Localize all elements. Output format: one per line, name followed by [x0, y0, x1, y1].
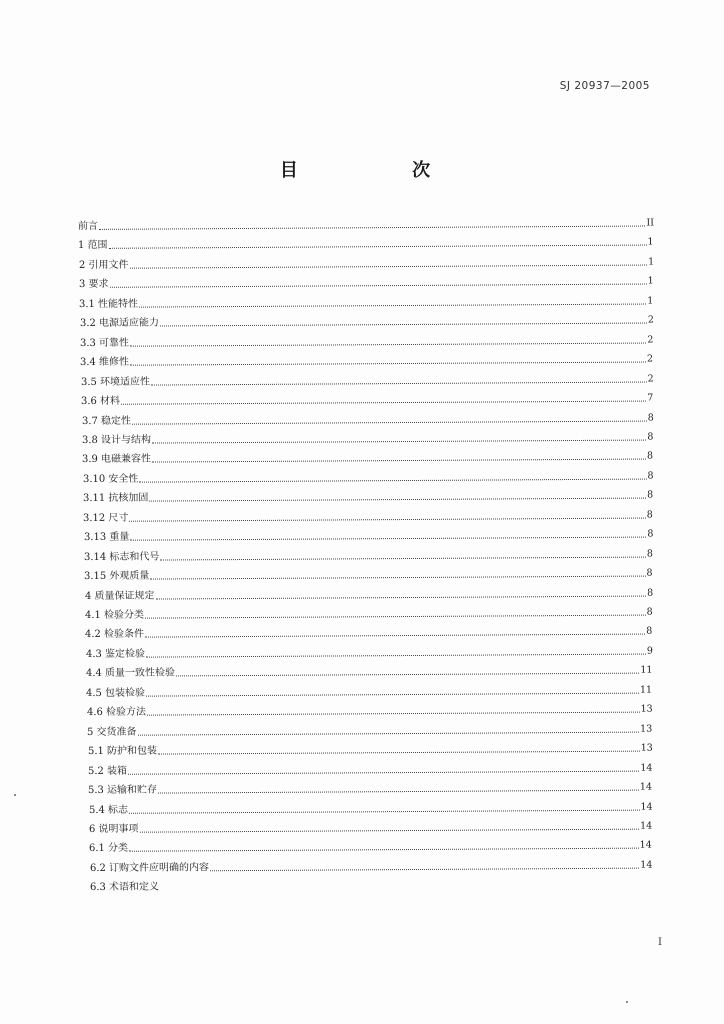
toc-entry-page: 8 [646, 548, 653, 560]
toc-entry-page: 8 [647, 489, 654, 501]
dot-leader [149, 498, 646, 502]
toc-entry-page: 8 [647, 412, 654, 424]
dot-leader [131, 362, 647, 366]
dot-leader [132, 420, 647, 424]
toc-entry-label: 3.15 外观质量 [84, 570, 150, 583]
toc-entry-page: 2 [647, 353, 654, 365]
toc-entry-page: 2 [647, 373, 654, 385]
toc-entry[interactable] [89, 816, 652, 835]
toc-entry[interactable] [87, 700, 653, 719]
toc-entry-label: 3.4 维修性 [80, 356, 130, 369]
toc-entry-label: 3.12 尺寸 [83, 512, 129, 524]
toc-entry-page: 11 [640, 664, 653, 676]
toc-entry-page: 1 [647, 256, 654, 268]
toc-entry-label: 4.6 检验方法 [86, 706, 146, 719]
toc-entry-label: 5.1 防护和包装 [87, 745, 157, 758]
toc-entry-label: 3.6 材料 [81, 395, 121, 408]
toc-entry[interactable] [90, 875, 652, 894]
toc-entry-page: 11 [640, 684, 653, 696]
toc-entry-label: 3.5 环境适应性 [80, 376, 150, 388]
toc-entry-label: 6.1 分类 [89, 843, 129, 855]
toc-entry-label: 3.2 电源适应能力 [79, 317, 159, 330]
toc-entry[interactable] [78, 213, 654, 233]
toc-entry[interactable] [85, 583, 653, 602]
toc-entry-page: 13 [640, 742, 653, 754]
toc-entry[interactable] [85, 603, 653, 622]
dot-leader [130, 517, 646, 521]
toc-entry-label: 3.14 标志和代号 [83, 551, 160, 563]
dot-leader [155, 595, 646, 599]
toc-entry-label: 3.3 可靠性 [80, 337, 130, 349]
toc-entry-label: 4.1 检验分类 [84, 609, 145, 621]
toc-entry-page: 14 [640, 801, 653, 813]
dot-leader [147, 712, 640, 716]
dot-leader [109, 245, 647, 249]
dot-leader [146, 653, 646, 657]
toc-entry-label: 3.13 重量 [83, 531, 130, 544]
toc-entry-label: 5 交货准备 [87, 726, 137, 738]
toc-entry-page: 13 [640, 703, 653, 715]
dot-leader [139, 303, 646, 307]
toc-entry[interactable] [88, 778, 652, 797]
toc-entry[interactable] [84, 525, 653, 544]
toc-entry-page: 8 [647, 450, 654, 462]
toc-entry-page: 8 [646, 509, 654, 521]
toc-entry-label: 6.2 订购文件应明确的内容 [89, 862, 209, 874]
toc-entry-label: 1 范围 [78, 240, 108, 252]
toc-entry-label: 3.1 性能特性 [79, 298, 139, 310]
dot-leader [130, 342, 646, 346]
toc-entry[interactable] [84, 564, 653, 583]
toc-entry[interactable] [86, 641, 653, 660]
toc-entry-page: 8 [647, 470, 654, 482]
toc-entry[interactable] [87, 739, 652, 758]
toc-entry[interactable] [86, 661, 653, 680]
dot-leader [145, 615, 646, 619]
dot-leader [130, 537, 646, 541]
toc-entry-label: 4.4 质量一致性检验 [86, 667, 176, 680]
toc-entry[interactable] [79, 272, 654, 292]
toc-entry[interactable] [87, 719, 652, 738]
toc-entry-page: 1 [647, 295, 654, 307]
toc-entry-label: 5.2 装箱 [87, 765, 127, 777]
toc-entry-page: II [646, 217, 654, 229]
toc-entry[interactable] [83, 486, 653, 505]
toc-entry-page: 14 [640, 781, 653, 793]
toc-entry-label: 6.3 术语和定义 [89, 881, 160, 894]
toc-entry-label: 6 说明事项 [88, 823, 139, 835]
toc-entry-page: 7 [647, 392, 654, 404]
dot-leader [151, 576, 646, 580]
dot-leader [147, 692, 640, 696]
standard-code: SJ 20937—2005 [559, 80, 650, 92]
toc-entry[interactable] [80, 350, 653, 370]
toc-entry[interactable] [82, 466, 653, 485]
dot-leader [158, 790, 639, 794]
dot-leader [139, 478, 646, 482]
toc-entry-label: 前言 [77, 220, 98, 233]
toc-entry-page: 13 [640, 723, 653, 735]
toc-entry[interactable] [78, 233, 654, 253]
toc-entry-page: 8 [646, 528, 654, 540]
toc-entry-label: 4.5 包装检验 [86, 687, 146, 699]
toc-entry-label: 3.8 设计与结构 [81, 434, 151, 446]
toc-entry-page: 2 [647, 314, 654, 326]
dot-leader [210, 867, 639, 871]
toc-entry[interactable] [84, 544, 653, 563]
toc-title: 目 次 [279, 160, 485, 181]
toc-entry[interactable] [86, 680, 652, 699]
toc-entry[interactable] [89, 836, 652, 855]
toc-entry[interactable] [80, 311, 654, 331]
dot-leader [176, 673, 639, 677]
dot-leader [160, 323, 647, 327]
dot-leader [129, 848, 639, 852]
dot-leader [121, 401, 646, 405]
toc-entry-label: 3.11 抗核加固 [82, 492, 149, 505]
dot-leader [151, 381, 647, 385]
toc-entry-label: 4 质量保证规定 [84, 590, 155, 602]
dot-leader [152, 459, 646, 463]
toc-entry[interactable] [80, 330, 654, 350]
toc-entry-label: 3.7 稳定性 [81, 415, 131, 427]
dot-leader [129, 264, 647, 268]
dot-leader [139, 829, 639, 833]
toc-entry-page: 8 [646, 625, 653, 638]
toc-entry-page: 8 [646, 567, 653, 579]
toc-entry-page: 14 [639, 859, 653, 871]
toc-entry-label: 3.10 安全性 [82, 473, 139, 485]
toc-entry[interactable] [81, 389, 653, 408]
toc-entry[interactable] [88, 758, 653, 777]
toc-entry-label: 5.4 标志 [88, 804, 128, 816]
toc-entry-label: 3.9 电磁兼容性 [82, 453, 152, 466]
toc-entry-page: 14 [639, 820, 653, 832]
toc-entry-page: 8 [646, 587, 653, 599]
dot-leader [138, 731, 640, 735]
dot-leader [145, 634, 645, 638]
toc-entry-label: 4.2 检验条件 [85, 629, 145, 641]
toc-entry[interactable] [88, 797, 652, 816]
dot-leader [99, 226, 645, 230]
dot-leader [129, 809, 639, 813]
toc-entry[interactable] [81, 369, 654, 388]
toc-entry[interactable] [82, 427, 654, 446]
toc-entry[interactable] [90, 855, 652, 874]
toc-entry-page: 8 [646, 606, 653, 618]
toc-entry[interactable] [82, 447, 653, 466]
dot-leader [160, 556, 645, 560]
dot-leader [110, 284, 647, 288]
toc-entry-label: 3 要求 [78, 279, 109, 291]
scan-speck [14, 794, 16, 796]
toc-entry[interactable] [79, 252, 654, 272]
toc-entry-page: 8 [647, 431, 654, 443]
dot-leader [158, 751, 640, 755]
toc-entry-label: 5.3 运输和贮存 [88, 784, 158, 797]
toc-entry[interactable] [83, 505, 653, 524]
page-number: I [658, 937, 662, 948]
toc-entry[interactable] [79, 291, 653, 311]
scan-speck [626, 1001, 628, 1003]
toc-entry-label: 4.3 鉴定检验 [85, 648, 145, 660]
toc-entry[interactable] [81, 408, 653, 427]
toc-entry-page: 1 [647, 275, 654, 287]
toc-entry-label: 2 引用文件 [78, 259, 129, 271]
toc-entry-page: 9 [646, 645, 653, 657]
dot-leader [128, 770, 639, 774]
toc-entry-page: 2 [647, 334, 654, 346]
toc-entry[interactable] [85, 622, 652, 641]
toc-entry-page: 14 [639, 839, 653, 852]
toc-entry-page: 14 [640, 762, 653, 774]
toc-entry-page: 1 [647, 236, 654, 248]
dot-leader [152, 439, 646, 443]
